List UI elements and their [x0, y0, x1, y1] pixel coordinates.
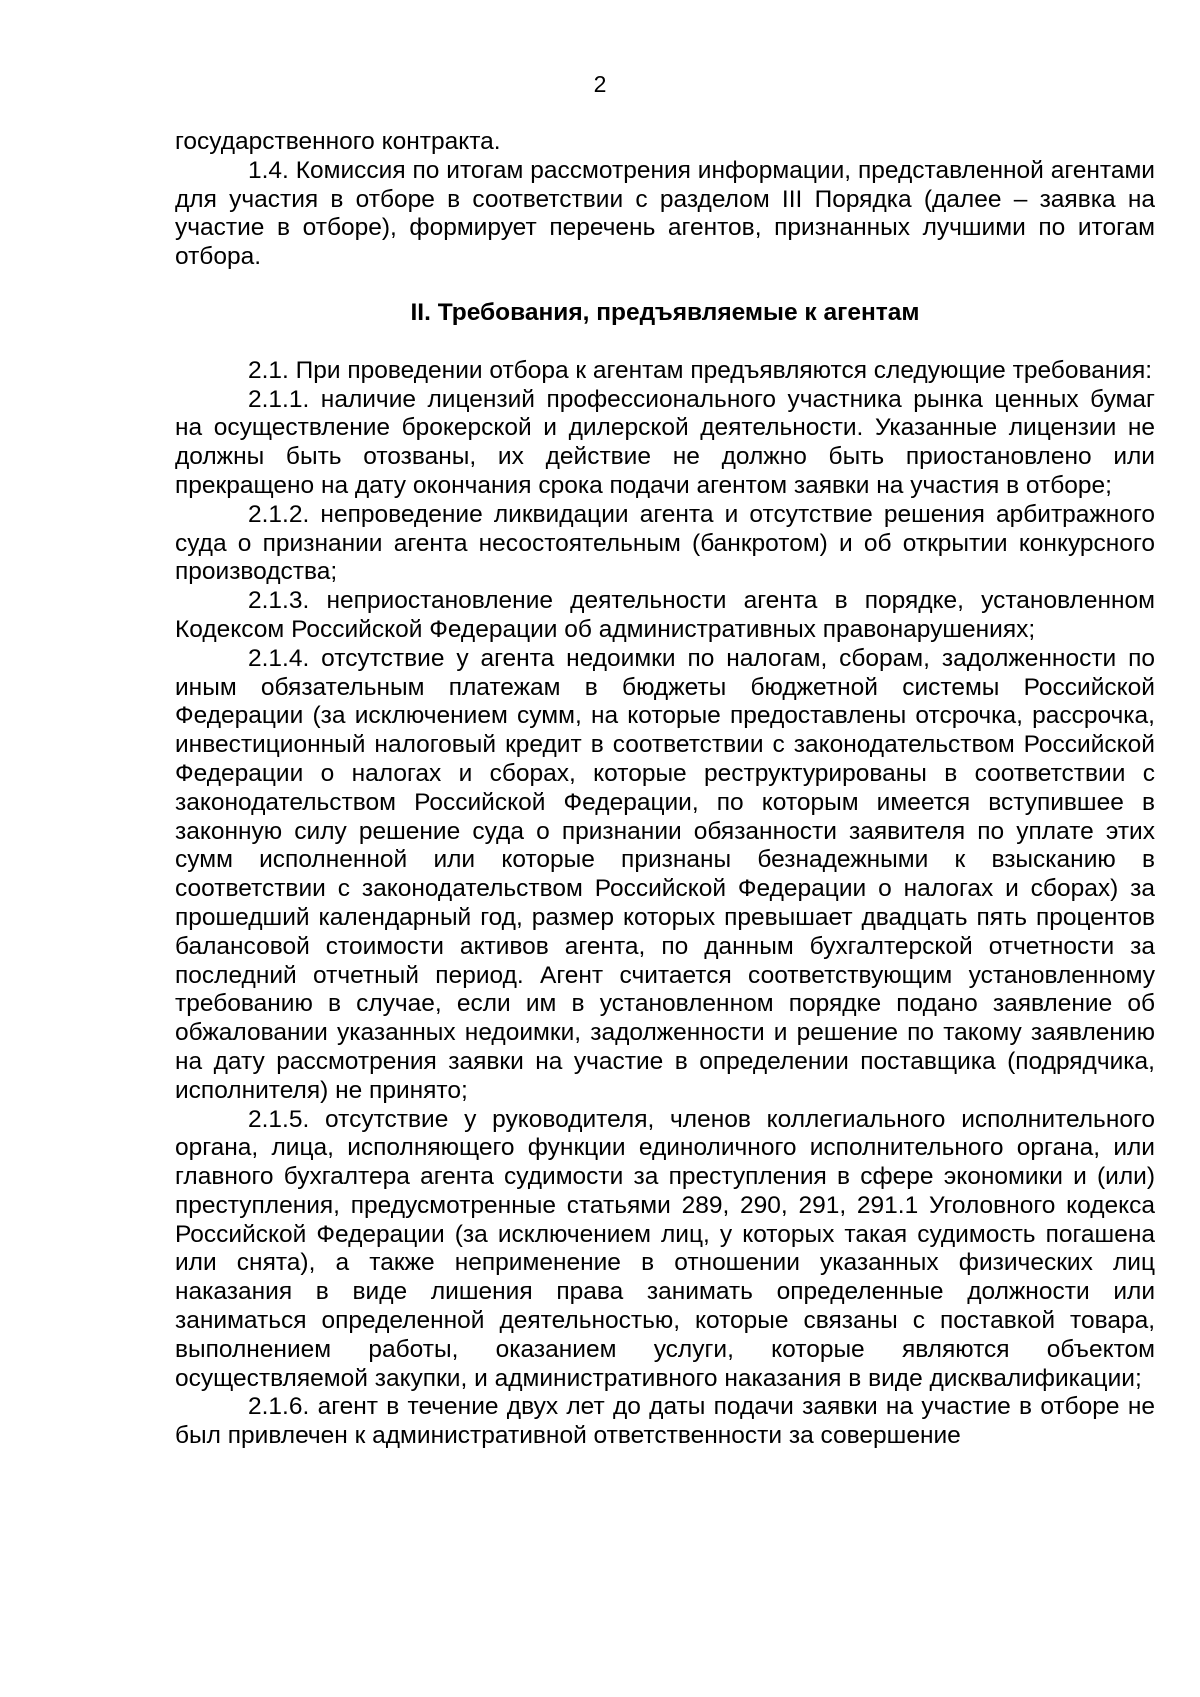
paragraph-2-1-2: 2.1.2. непроведение ликвидации агента и отсутствие решения арбитражного суда о признании агента несостоятельным (банкротом) и об открытии конкурсного производства; — [175, 500, 1155, 586]
paragraph-2-1-5: 2.1.5. отсутствие у руководителя, членов коллегиального исполнительного органа, лица, исполняющего функции единоличного исполнительного органа, или главного бухгалтера агента судимости за преступления в сфере экономики и (или) преступления, предусмотренные статьями 289, 290, 291, 291.1 Уголовного кодекса Российской Федерации (за исключением лиц, у которых такая судимость погашена или снята), а также неприменение в отношении указанных физических лиц наказания в виде лишения права занимать определенные должности или заниматься определенной деятельностью, которые связаны с поставкой товара, выполнением работы, оказанием услуги, которые являются объектом осуществляемой закупки, и административного наказания в виде дисквалификации; — [175, 1105, 1155, 1392]
paragraph-2-1-4: 2.1.4. отсутствие у агента недоимки по налогам, сборам, задолженности по иным обязательным платежам в бюджеты бюджетной системы Российской Федерации (за исключением сумм, на которые предоставлены отсрочка, рассрочка, инвестиционный налоговый кредит в соответствии с законодательством Российской Федерации о налогах и сборах, которые реструктурированы в соответствии с законодательством Российской Федерации, по которым имеется вступившее в законную силу решение суда о признании обязанности заявителя по уплате этих сумм исполненной или которые признаны безнадежными к взысканию в соответствии с законодательством Российской Федерации о налогах и сборах) за прошедший календарный год, размер которых превышает двадцать пять процентов балансовой стоимости активов агента, по данным бухгалтерской отчетности за последний отчетный период. Агент считается соответствующим установленному требованию в случае, если им в установленном порядке подано заявление об обжаловании указанных недоимки, задолженности и решение по такому заявлению на дату рассмотрения заявки на участие в определении поставщика (подрядчика, исполнителя) не принято; — [175, 644, 1155, 1104]
paragraph-1-4: 1.4. Комиссия по итогам рассмотрения информации, представленной агентами для участия в отборе в соответствии с разделом III Порядка (далее – заявка на участие в отборе), формирует перечень агентов, признанных лучшими по итогам отбора. — [175, 156, 1155, 271]
page-number: 2 — [593, 71, 607, 97]
paragraph-2-1-3: 2.1.3. неприостановление деятельности агента в порядке, установленном Кодексом Российской Федерации об административных правонарушениях; — [175, 587, 1155, 643]
paragraph-contract-end: государственного контракта. — [175, 128, 501, 155]
paragraph-2-1: 2.1. При проведении отбора к агентам предъявляются следующие требования: — [248, 356, 1153, 384]
section-heading: II. Требования, предъявляемые к агентам — [410, 298, 920, 326]
document-body — [175, 128, 1155, 1451]
paragraph-2-1-1: 2.1.1. наличие лицензий профессионального участника рынка ценных бумаг на осуществление брокерской и дилерской деятельности. Указанные лицензии не должны быть отозваны, их действие не должно быть приостановлено или прекращено на дату окончания срока подачи агентом заявки на участия в отборе; — [175, 385, 1155, 499]
paragraph-2-1-6: 2.1.6. агент в течение двух лет до даты подачи заявки на участие в отборе не был привлечен к административной ответственности за совершение — [175, 1393, 1155, 1450]
